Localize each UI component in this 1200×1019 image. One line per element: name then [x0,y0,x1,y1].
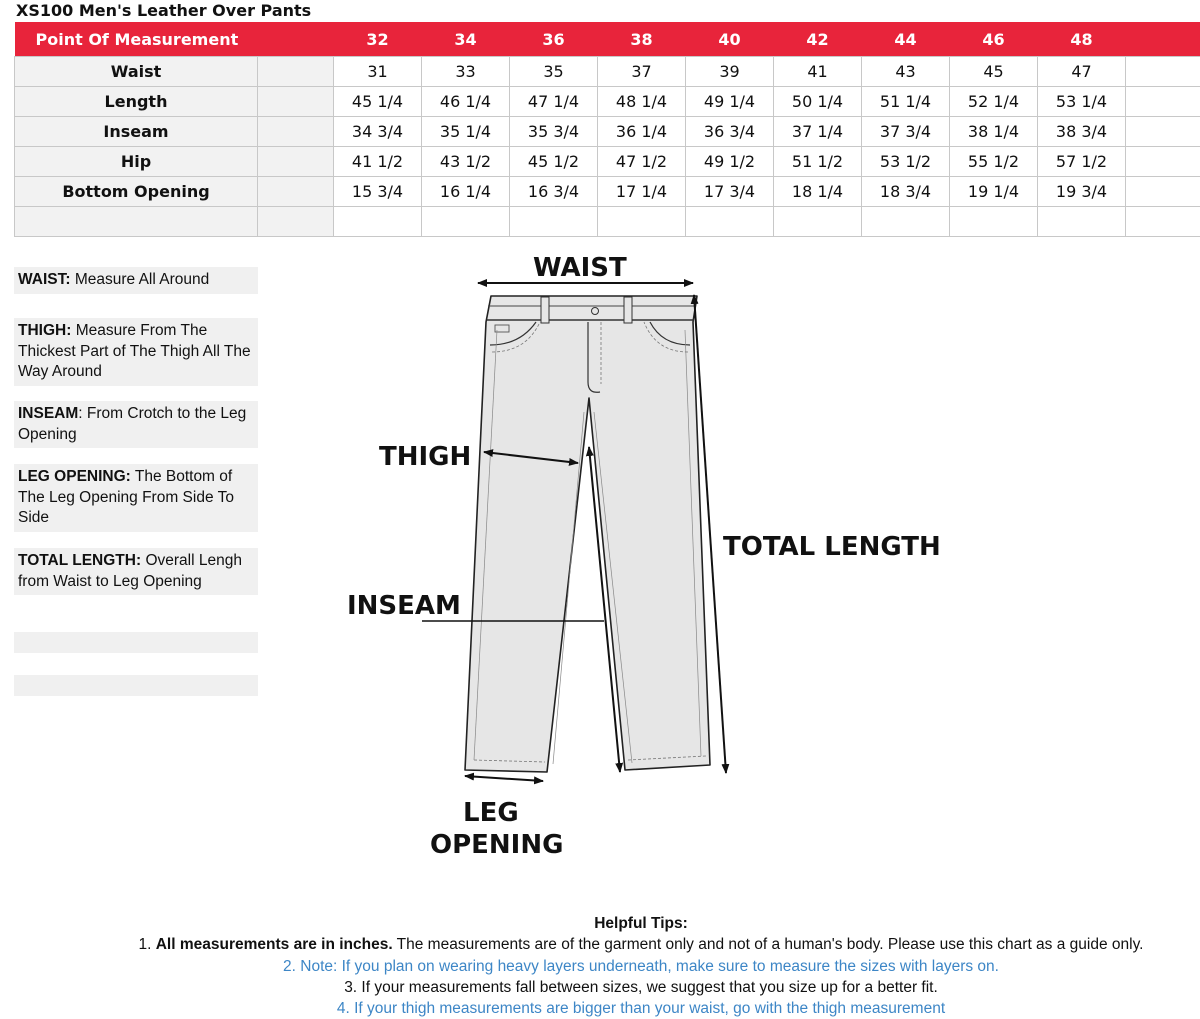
tip-1-bold: All measurements are in inches. [156,936,393,953]
table-cell: 45 1/4 [334,87,422,117]
table-cell: 36 3/4 [686,117,774,147]
table-cell: 35 [510,57,598,87]
tip-1 [0,934,1200,955]
definition-term: LEG OPENING: [18,468,131,485]
definition-text: Measure All Around [71,271,210,288]
header-size: 40 [686,22,774,57]
definition-term: TOTAL LENGTH: [18,552,141,569]
definition-term: THIGH: [18,322,71,339]
header-size: 48 [1038,22,1126,57]
table-cell: 53 1/2 [862,147,950,177]
table-cell: 38 1/4 [950,117,1038,147]
total-length-label: TOTAL LENGTH [723,534,941,560]
table-cell: 37 1/4 [774,117,862,147]
definition-text: : From Crotch to the Leg Opening [18,405,246,443]
table-cell: 45 1/2 [510,147,598,177]
table-cell: 49 1/4 [686,87,774,117]
header-size: 42 [774,22,862,57]
table-cell: 34 3/4 [334,117,422,147]
header-size: 32 [334,22,422,57]
definition-text: Overall Lengh from Waist to Leg Opening [18,552,242,590]
table-cell: 50 1/4 [774,87,862,117]
table-cell: 49 1/2 [686,147,774,177]
tip-3: 3. If your measurements fall between sizes, we suggest that you size up for a better fit. [0,977,1200,998]
leg-opening-label-line2: OPENING [430,832,563,858]
table-cell: 17 1/4 [598,177,686,207]
row-label: Length [15,87,258,117]
header-size: 34 [422,22,510,57]
table-cell: 15 3/4 [334,177,422,207]
table-cell: 48 1/4 [598,87,686,117]
tip-2: 2. Note: If you plan on wearing heavy layers underneath, make sure to measure the sizes with layers on. [0,956,1200,977]
table-cell: 19 3/4 [1038,177,1126,207]
table-cell: 31 [334,57,422,87]
leg-opening-arrow [465,776,543,781]
table-cell: 17 3/4 [686,177,774,207]
table-cell: 18 3/4 [862,177,950,207]
inseam-label: INSEAM [347,593,461,619]
definition-text: The Bottom of The Leg Opening From Side To Side [18,468,234,526]
table-cell: 47 1/2 [598,147,686,177]
table-cell: 53 1/4 [1038,87,1126,117]
row-label: Bottom Opening [15,177,258,207]
table-cell: 41 [774,57,862,87]
header-size: 38 [598,22,686,57]
table-cell: 57 1/2 [1038,147,1126,177]
table-cell: 38 3/4 [1038,117,1126,147]
table-cell: 47 [1038,57,1126,87]
header-point-of-measurement: Point Of Measurement [15,22,334,57]
table-cell: 16 3/4 [510,177,598,207]
pants-illustration [465,296,710,772]
table-cell: 35 3/4 [510,117,598,147]
thigh-label: THIGH [379,444,471,470]
header-size: 46 [950,22,1038,57]
helpful-tips [0,913,1200,1019]
page-title: XS100 Men's Leather Over Pants [16,1,311,20]
tip-1-prefix: 1. [139,936,156,953]
tip-4: 4. If your thigh measurements are bigger than your waist, go with the thigh measurement [0,998,1200,1019]
table-cell: 16 1/4 [422,177,510,207]
table-cell: 43 [862,57,950,87]
table-cell: 51 1/4 [862,87,950,117]
leg-opening-label-line1: LEG [463,800,519,826]
tips-heading: Helpful Tips: [0,913,1200,934]
table-cell: 19 1/4 [950,177,1038,207]
table-cell: 47 1/4 [510,87,598,117]
header-size: 36 [510,22,598,57]
table-cell: 43 1/2 [422,147,510,177]
table-cell: 39 [686,57,774,87]
waist-label: WAIST [533,255,627,281]
table-cell: 18 1/4 [774,177,862,207]
definition-text: Measure From The Thickest Part of The Thigh All The Way Around [18,322,251,380]
table-cell: 37 [598,57,686,87]
tip-1-rest: The measurements are of the garment only and not of a human's body. Please use this chart as a guide only. [393,936,1144,953]
table-cell: 55 1/2 [950,147,1038,177]
definition-term: INSEAM [18,405,78,422]
row-label: Waist [15,57,258,87]
table-cell: 35 1/4 [422,117,510,147]
row-label: Inseam [15,117,258,147]
table-cell: 33 [422,57,510,87]
table-cell: 36 1/4 [598,117,686,147]
table-cell: 41 1/2 [334,147,422,177]
table-cell: 46 1/4 [422,87,510,117]
table-cell: 52 1/4 [950,87,1038,117]
row-label: Hip [15,147,258,177]
header-size: 44 [862,22,950,57]
definition-term: WAIST: [18,271,71,288]
table-cell: 45 [950,57,1038,87]
table-cell: 51 1/2 [774,147,862,177]
table-cell: 37 3/4 [862,117,950,147]
